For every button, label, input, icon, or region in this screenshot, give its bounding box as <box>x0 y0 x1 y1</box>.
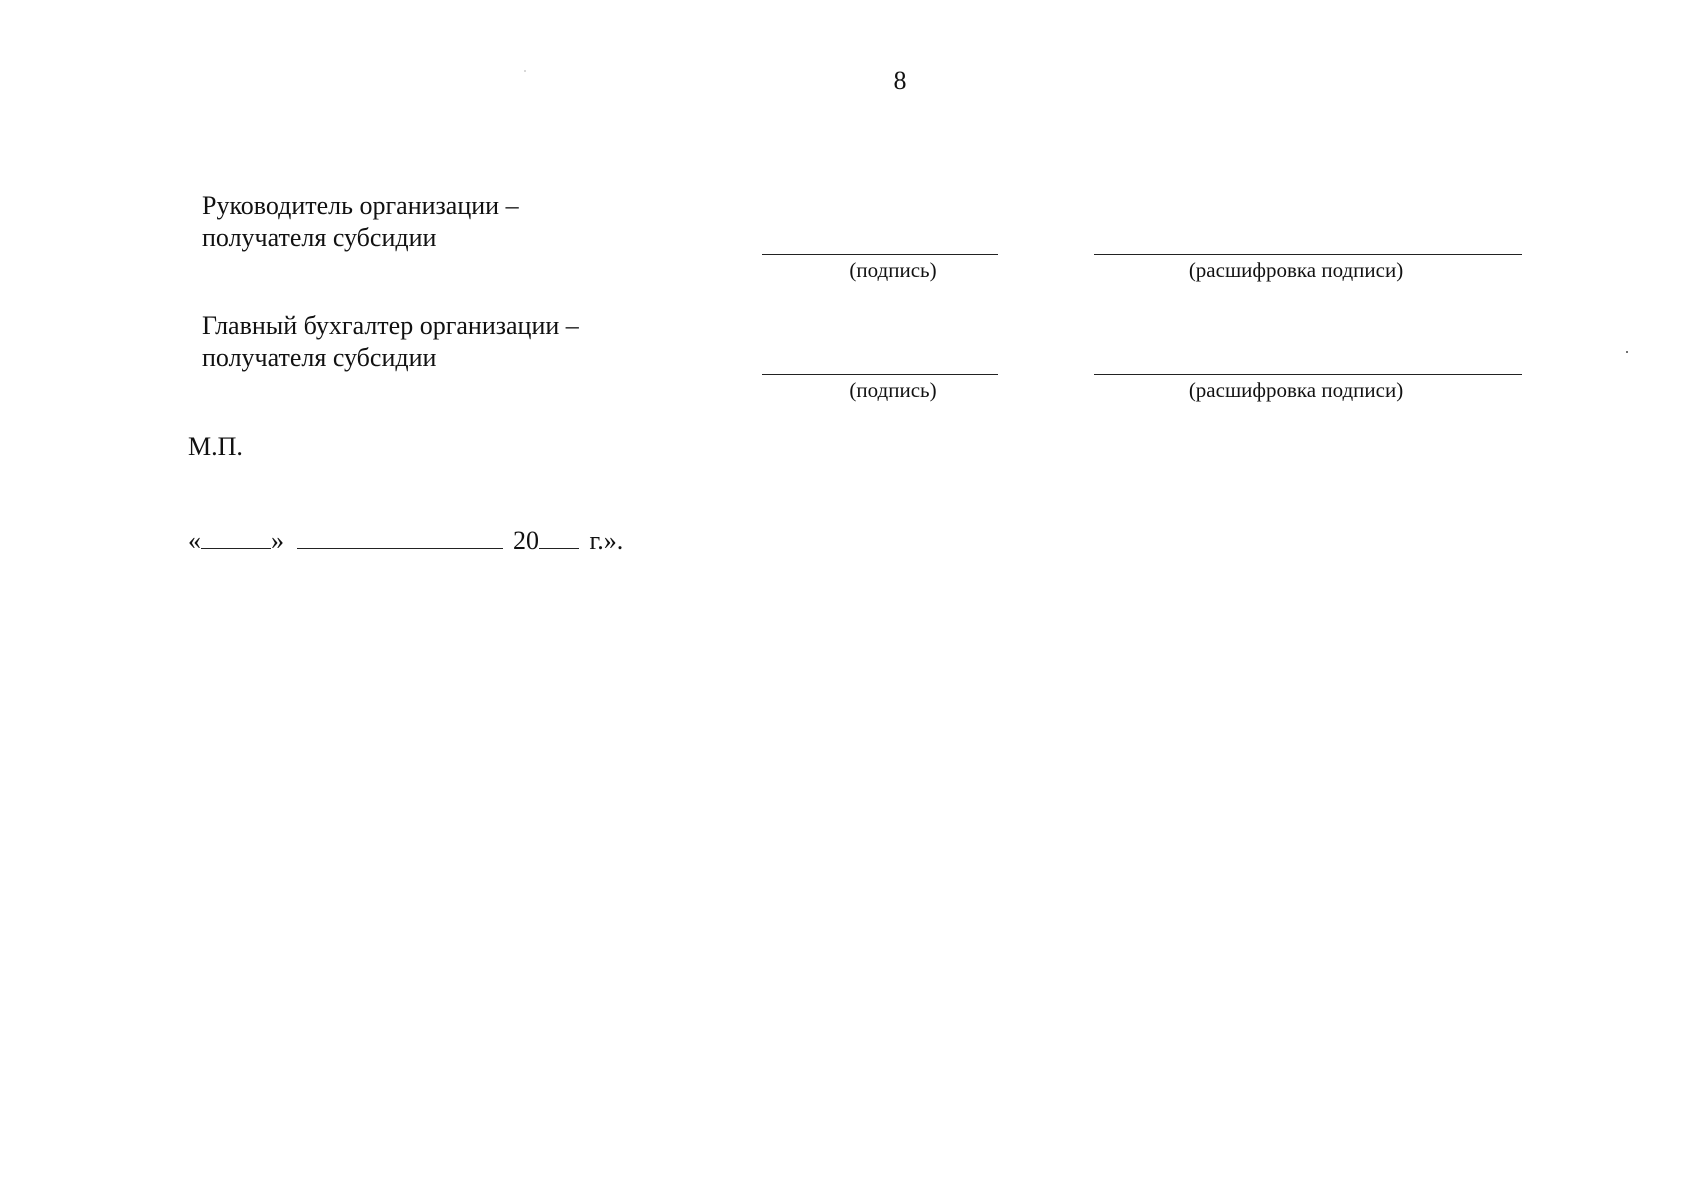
signatory-2-decoding-line <box>1094 374 1522 375</box>
page-number: 8 <box>893 66 907 95</box>
date-close-quote: » <box>271 526 284 555</box>
signatory-1-signature-line <box>762 254 998 255</box>
signatory-1-role <box>202 190 519 254</box>
stamp-label: М.П. <box>188 432 243 461</box>
signatory-2-role-line1: Главный бухгалтер организации – <box>202 311 579 340</box>
signatory-2-decoding-caption: (расшифровка подписи) <box>1188 378 1404 402</box>
signatory-2-signature-caption: (подпись) <box>849 378 937 402</box>
signatory-1-signature-caption: (подпись) <box>849 258 937 282</box>
scan-speck <box>524 70 526 72</box>
month-blank <box>297 526 503 549</box>
signatory-1-decoding-caption: (расшифровка подписи) <box>1188 258 1404 282</box>
signatory-1-role-line2: получателя субсидии <box>202 223 437 252</box>
date-suffix: г.». <box>589 526 624 555</box>
scan-speck <box>1626 351 1628 353</box>
signatory-2-role <box>202 310 579 374</box>
year-prefix: 20 <box>513 526 539 555</box>
date-line <box>188 526 623 556</box>
year-blank <box>539 526 579 549</box>
signatory-2-signature-line <box>762 374 998 375</box>
signatory-2-role-line2: получателя субсидии <box>202 343 437 372</box>
signatory-1-role-line1: Руководитель организации – <box>202 191 519 220</box>
date-open-quote: « <box>188 526 201 555</box>
signatory-1-decoding-line <box>1094 254 1522 255</box>
day-blank <box>201 526 271 549</box>
